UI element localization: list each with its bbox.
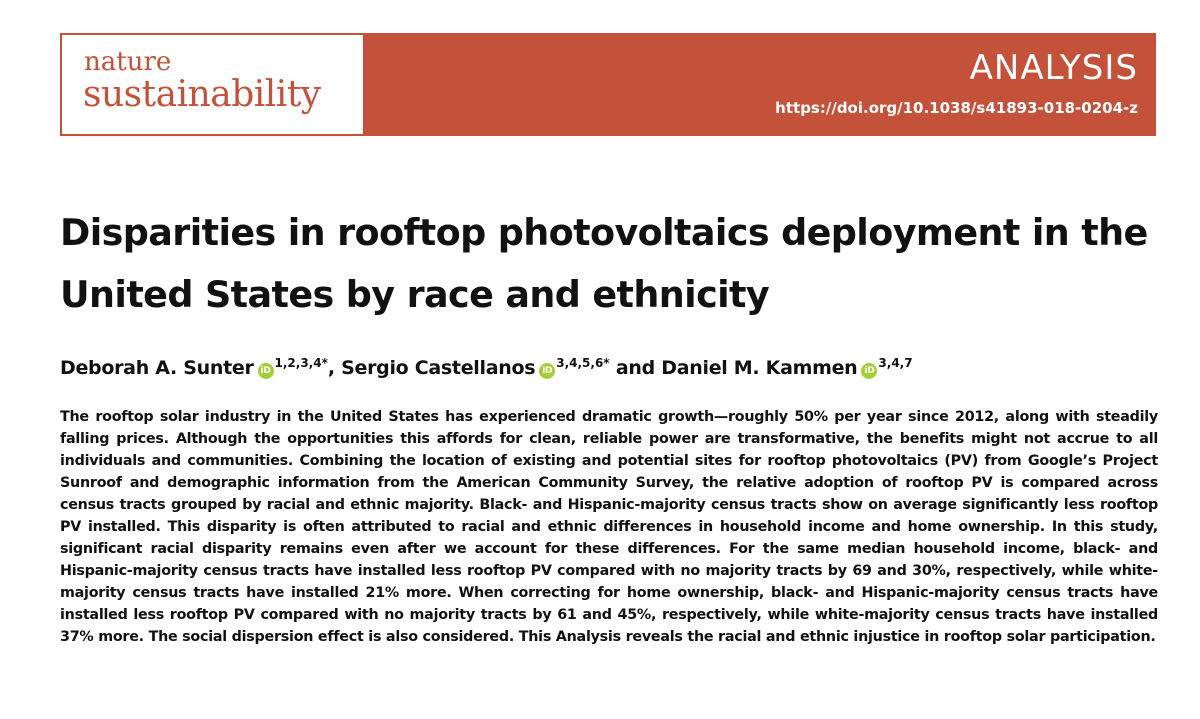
doi-link[interactable]: https://doi.org/10.1038/s41893-018-0204-z [775,99,1138,117]
author-affiliations: 3,4,7 [878,356,913,370]
author-separator: , [327,357,342,379]
author-affiliations: 3,4,5,6* [556,356,610,370]
journal-name-line1: nature [84,47,172,77]
journal-header [60,33,1156,136]
author-name-castellanos[interactable]: Sergio Castellanos [341,357,536,379]
author-separator: and [609,357,662,379]
article-type-label: ANALYSIS [969,48,1138,88]
author-list [60,350,1160,381]
journal-name-line2: sustainability [83,74,321,115]
orcid-icon[interactable]: iD [861,363,877,379]
article-title: Disparities in rooftop photovoltaics deployment in the United States by race and ethnicity [60,211,1148,316]
abstract: The rooftop solar industry in the United States has experienced dramatic growth—roughly 50% per year since 2012, along with steadily falling prices. Although the opportunities this affords for clean, reliable power are transformative, the benefits might not accrue to all individuals and communities. Combining the location of existing and potential sites for rooftop photovoltaics (PV) from Google’s Project Sunroof and demographic information from the American Community Survey, the relative adoption of rooftop PV is compared across census tracts grouped by racial and ethnic majority. Black- and Hispanic-majority census tracts show on average significantly less rooftop PV installed. This disparity is often attributed to racial and ethnic differences in household income and home ownership. In this study, significant racial disparity remains even after we account for these differences. For the same median household income, black- and Hispanic-majority census tracts have installed less rooftop PV compared with no majority tracts by 69 and 30%, respectively, while white-majority census tracts have installed 21% more. When correcting for home ownership, black- and Hispanic-majority census tracts have installed less rooftop PV compared with no majority tracts by 61 and 45%, respectively, while white-majority census tracts have installed 37% more. The social dispersion effect is also considered. This Analysis reveals the racial and ethnic injustice in rooftop solar participation. [60,409,1158,645]
orcid-icon[interactable]: iD [258,363,274,379]
journal-logo[interactable] [60,33,365,136]
orcid-icon[interactable]: iD [539,363,555,379]
author-name-kammen[interactable]: Daniel M. Kammen [661,357,858,379]
author-name-sunter[interactable]: Deborah A. Sunter [60,357,254,379]
author-affiliations: 1,2,3,4* [274,356,328,370]
